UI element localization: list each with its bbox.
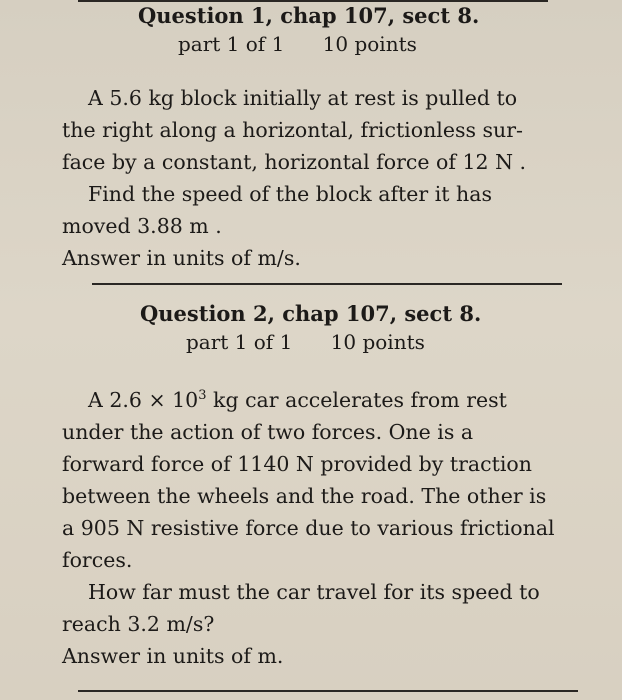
question-2-line — [62, 384, 592, 416]
question-2-line: between the wheels and the road. The other is — [62, 484, 547, 508]
question-1 — [62, 2, 582, 274]
question-1-line: the right along a horizontal, frictionless sur- — [62, 118, 523, 142]
question-2-line: reach 3.2 m/s? — [62, 612, 215, 636]
bottom-rule — [78, 690, 578, 692]
question-1-line: Find the speed of the block after it has — [88, 182, 492, 206]
question-2-answer-units: Answer in units of m. — [62, 644, 284, 668]
question-2-points: 10 points — [330, 330, 425, 354]
question-1-points: 10 points — [322, 32, 417, 56]
question-1-line: face by a constant, horizontal force of 12 N . — [62, 150, 527, 174]
mass-suffix: kg car accelerates from rest — [206, 388, 507, 412]
question-2-line: How far must the car travel for its speed to — [88, 580, 540, 604]
question-1-line: moved 3.88 m . — [62, 214, 222, 238]
question-2-body — [62, 384, 592, 672]
question-2-line: a 905 N resistive force due to various frictional — [62, 516, 555, 540]
question-1-line: A 5.6 kg block initially at rest is pulled to — [88, 86, 518, 110]
mass-exponent: 3 — [198, 388, 207, 404]
question-2 — [62, 300, 592, 672]
question-2-line: under the action of two forces. One is a — [62, 420, 474, 444]
question-1-title: Question 1, chap 107, sect 8. — [138, 3, 480, 28]
section-divider — [92, 283, 562, 285]
question-1-part: part 1 of 1 — [178, 32, 285, 56]
mass-prefix: A 2.6 × 10 — [88, 388, 199, 412]
question-2-line: forces. — [62, 548, 133, 572]
question-1-answer-units: Answer in units of m/s. — [62, 246, 301, 270]
question-1-meta — [62, 30, 582, 58]
question-2-line: forward force of 1140 N provided by traction — [62, 452, 532, 476]
question-1-body — [62, 82, 582, 274]
question-2-part: part 1 of 1 — [186, 330, 293, 354]
question-2-meta — [62, 328, 592, 356]
question-2-title: Question 2, chap 107, sect 8. — [140, 301, 482, 326]
